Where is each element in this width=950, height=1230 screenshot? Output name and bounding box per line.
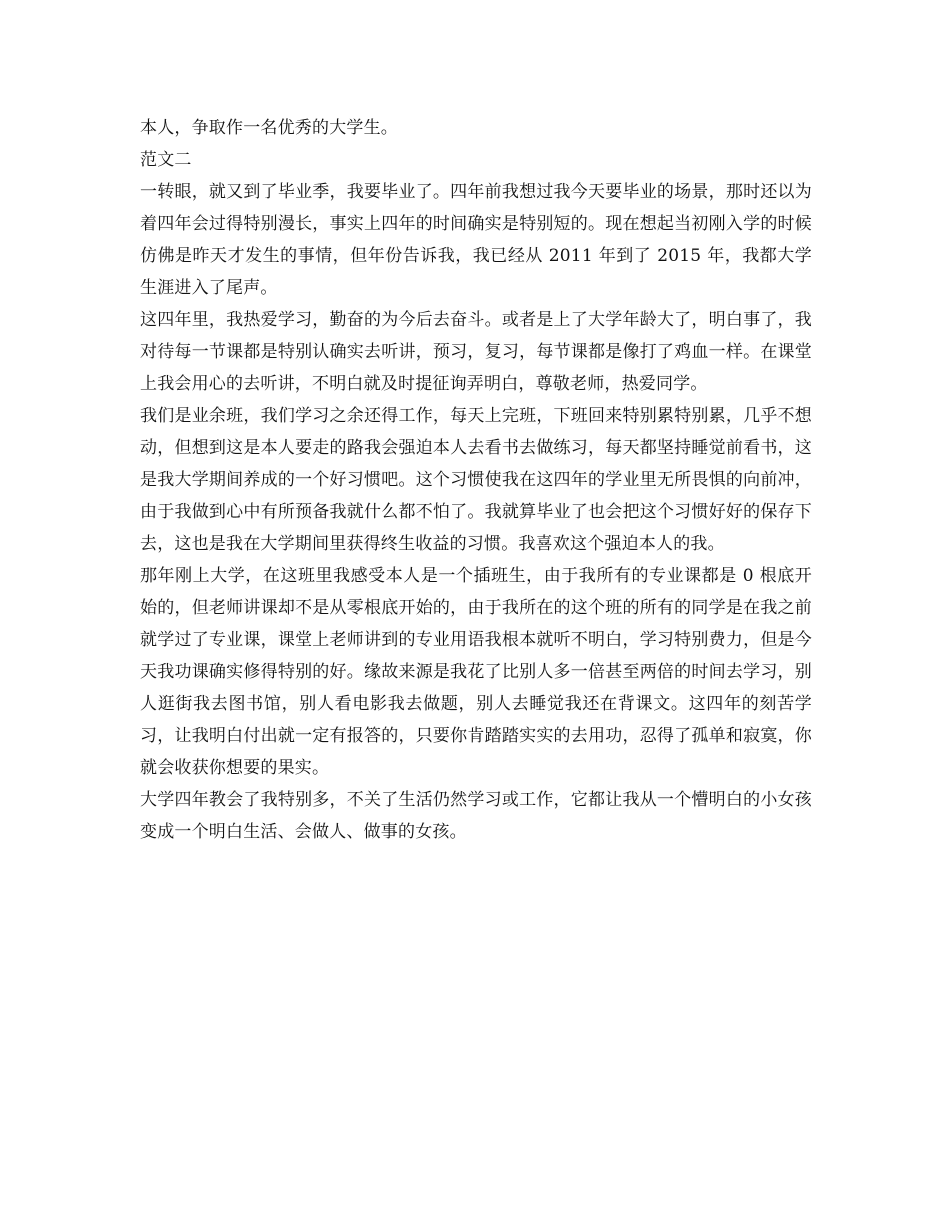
paragraph: 这四年里，我热爱学习，勤奋的为今后去奋斗。或者是上了大学年龄大了，明白事了，我对待每一节课都是特别认确实去听讲，预习，复习，每节课都是像打了鸡血一样。在课堂上我会用心的去听讲，不明白就及时提征询弄明白，尊敬老师，热爱同学。 (140, 310, 812, 394)
paragraph: 那年刚上大学，在这班里我感受本人是一个插班生，由于我所有的专业课都是 0 根底开始的，但老师讲课却不是从零根底开始的，由于我所在的这个班的所有的同学是在我之前就学过了专业课，课堂上老师讲到的专业用语我根本就听不明白，学习特别费力，但是今天我功课确实修得特别的好。缘故来源是我花了比别人多一倍甚至两倍的时间去学习，别人逛街我去图书馆，别人看电影我去做题，别人去睡觉我还在背课文。这四年的刻苦学习，让我明白付出就一定有报答的，只要你肯踏踏实实的去用功，忍得了孤单和寂寞，你就会收获你想要的果实。 (140, 566, 812, 778)
paragraph: 本人，争取作一名优秀的大学生。 (140, 118, 398, 138)
paragraph: 我们是业余班，我们学习之余还得工作，每天上完班，下班回来特别累特别累，几乎不想动，但想到这是本人要走的路我会强迫本人去看书去做练习，每天都坚持睡觉前看书，这是我大学期间养成的一个好习惯吧。这个习惯使我在这四年的学业里无所畏惧的向前冲，由于我做到心中有所预备我就什么都不怕了。我就算毕业了也会把这个习惯好好的保存下去，这也是我在大学期间里获得终生收益的习惯。我喜欢这个强迫本人的我。 (140, 406, 812, 554)
paragraph: 一转眼，就又到了毕业季，我要毕业了。四年前我想过我今天要毕业的场景，那时还以为着四年会过得特别漫长，事实上四年的时间确实是特别短的。现在想起当初刚入学的时候仿佛是昨天才发生的事情，但年份告诉我，我已经从 2011 年到了 2015 年，我都大学生涯进入了尾声。 (140, 182, 812, 298)
section-heading: 范文二 (140, 150, 192, 170)
paragraph: 大学四年教会了我特别多，不关了生活仍然学习或工作，它都让我从一个懵明白的小女孩变成一个明白生活、会做人、做事的女孩。 (140, 790, 812, 842)
document-body (140, 112, 812, 848)
